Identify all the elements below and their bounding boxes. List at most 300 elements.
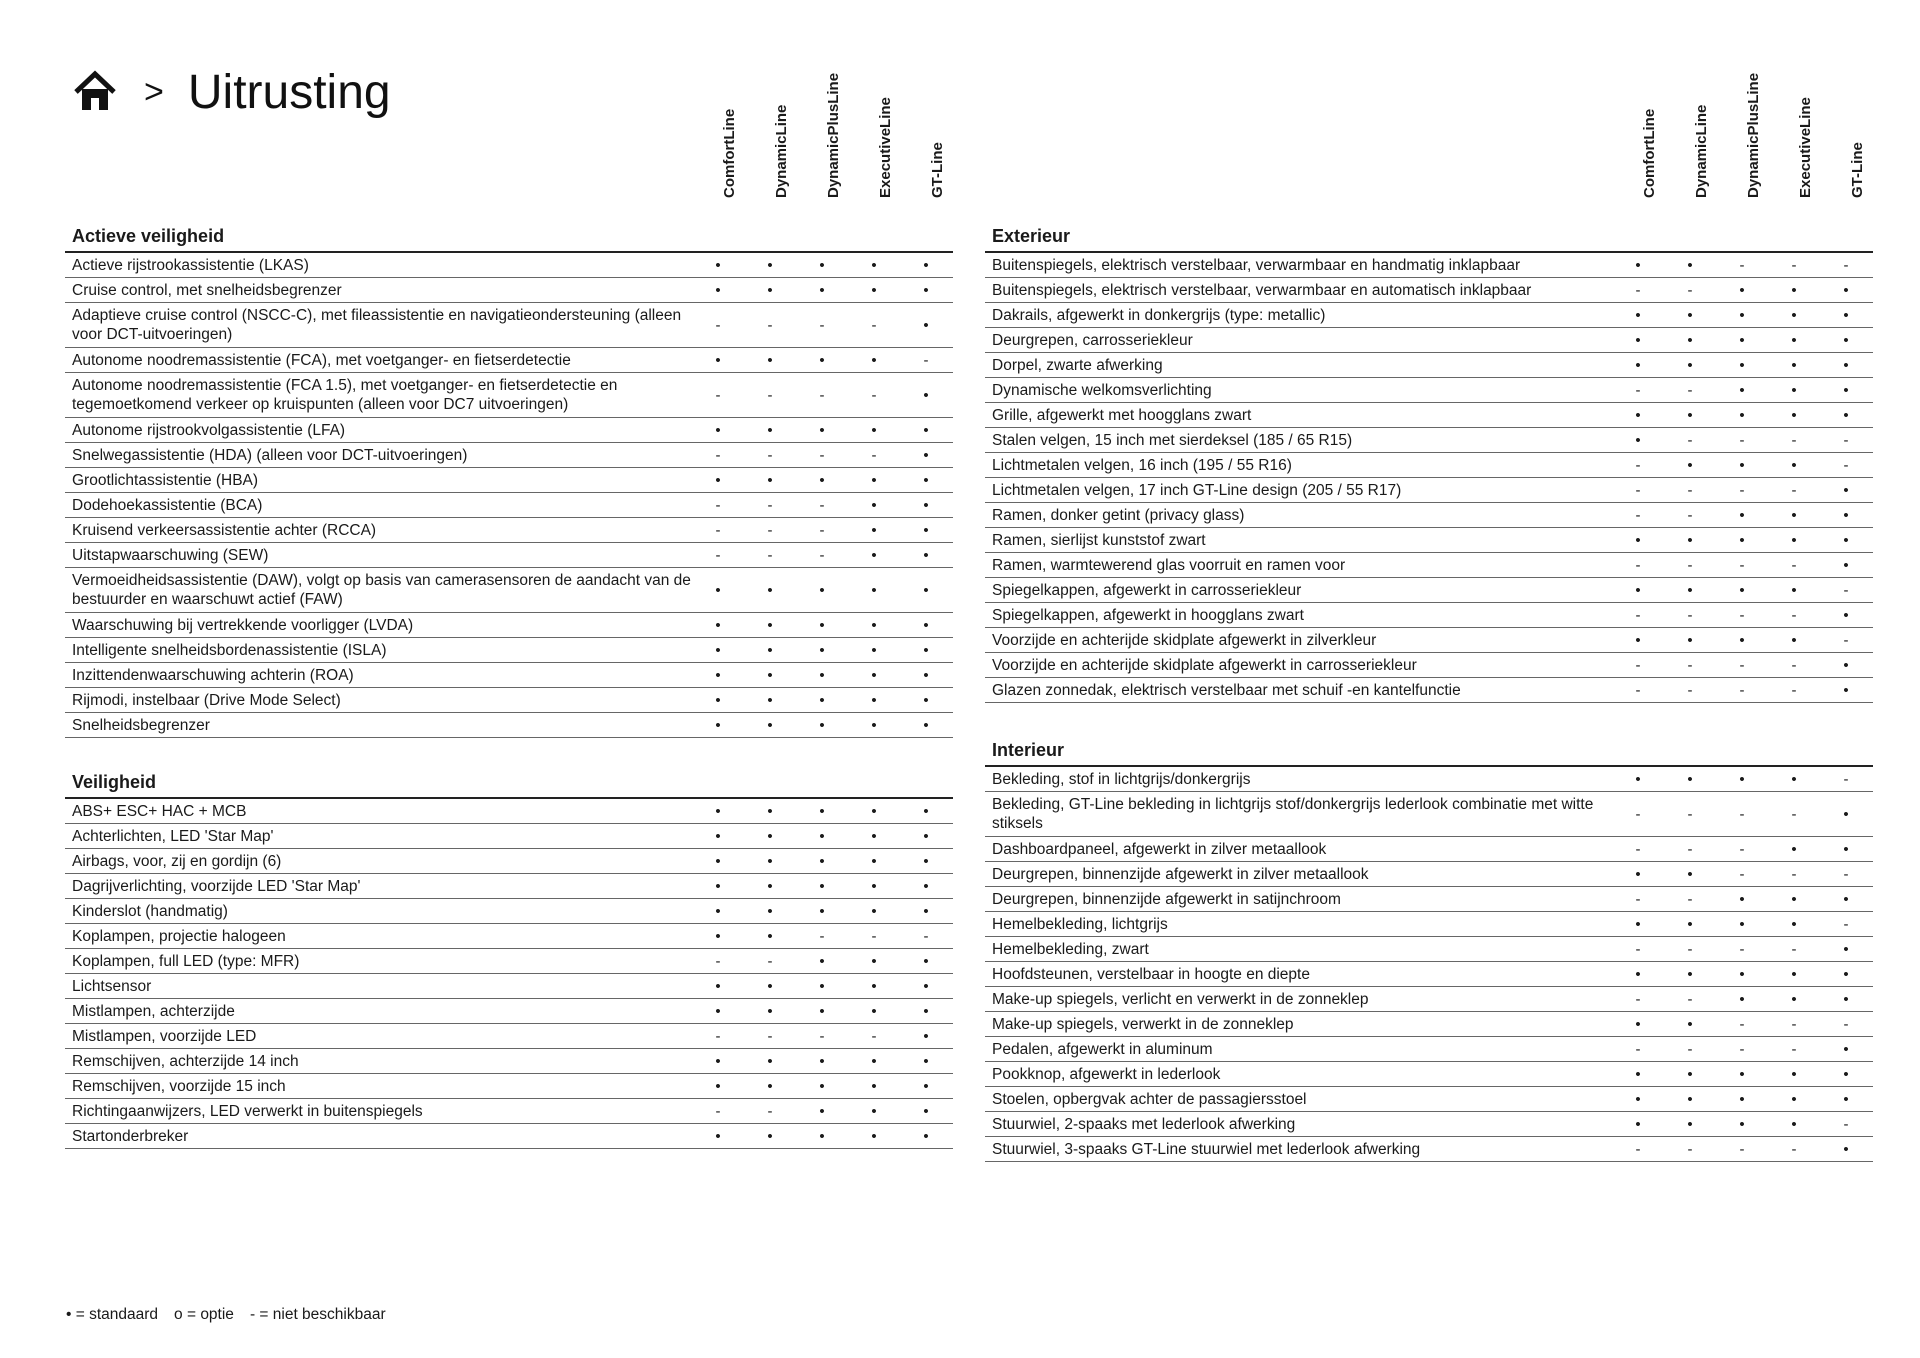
- feature-label: Deurgrepen, binnenzijde afgewerkt in satijnchroom: [992, 890, 1341, 908]
- availability-mark: •: [715, 471, 721, 489]
- availability-mark: •: [715, 852, 721, 870]
- availability-mark: •: [1687, 331, 1693, 349]
- availability-mark: •: [871, 852, 877, 870]
- availability-mark: -: [1791, 656, 1797, 674]
- feature-label: Stuurwiel, 2-spaaks met lederlook afwerking: [992, 1115, 1296, 1133]
- table-row: [985, 937, 1873, 962]
- feature-label: Stalen velgen, 15 inch met sierdeksel (185 / 65 R15): [992, 431, 1353, 449]
- availability-mark: -: [1687, 556, 1693, 574]
- availability-mark: -: [1843, 915, 1849, 933]
- availability-mark: •: [923, 471, 929, 489]
- availability-mark: •: [923, 521, 929, 539]
- availability-mark: •: [923, 952, 929, 970]
- availability-mark: •: [1739, 1115, 1745, 1133]
- column-header: DynamicLine: [773, 104, 790, 198]
- availability-mark: -: [819, 546, 825, 564]
- table-row: [985, 1012, 1873, 1037]
- table-row: [65, 1024, 953, 1049]
- table-row: [65, 613, 953, 638]
- availability-mark: •: [1635, 865, 1641, 883]
- availability-mark: -: [1791, 481, 1797, 499]
- availability-mark: •: [715, 421, 721, 439]
- availability-mark: •: [923, 1027, 929, 1045]
- table-row: [985, 378, 1873, 403]
- legend-option: o = optie: [174, 1306, 234, 1323]
- feature-label: Dodehoekassistentie (BCA): [72, 496, 263, 514]
- availability-mark: •: [1791, 1090, 1797, 1108]
- availability-mark: •: [1843, 506, 1849, 524]
- section-title: Interieur: [992, 740, 1065, 760]
- feature-label: Lichtmetalen velgen, 16 inch (195 / 55 R16): [992, 456, 1292, 474]
- availability-mark: •: [1843, 990, 1849, 1008]
- table-row: [985, 1137, 1873, 1162]
- legend: [66, 1306, 386, 1324]
- availability-mark: •: [1687, 915, 1693, 933]
- feature-label: Bekleding, stof in lichtgrijs/donkergrijs: [992, 770, 1251, 788]
- availability-mark: •: [819, 581, 825, 599]
- feature-label: Stoelen, opbergvak achter de passagiersstoel: [992, 1090, 1307, 1108]
- availability-mark: •: [767, 827, 773, 845]
- feature-label: Spiegelkappen, afgewerkt in hoogglans zwart: [992, 606, 1304, 624]
- availability-mark: -: [767, 386, 773, 404]
- availability-mark: -: [1687, 656, 1693, 674]
- availability-mark: -: [1687, 840, 1693, 858]
- table-row: [985, 553, 1873, 578]
- feature-label: Pookknop, afgewerkt in lederlook: [992, 1065, 1221, 1083]
- availability-mark: •: [767, 256, 773, 274]
- availability-mark: -: [819, 316, 825, 334]
- availability-mark: -: [1635, 506, 1641, 524]
- availability-mark: -: [1843, 456, 1849, 474]
- availability-mark: •: [767, 581, 773, 599]
- home-icon[interactable]: [72, 69, 118, 115]
- availability-mark: •: [767, 641, 773, 659]
- availability-mark: •: [871, 1052, 877, 1070]
- availability-mark: •: [1635, 331, 1641, 349]
- availability-mark: •: [1791, 840, 1797, 858]
- availability-mark: •: [1635, 770, 1641, 788]
- availability-mark: -: [1739, 656, 1745, 674]
- availability-mark: •: [1739, 581, 1745, 599]
- availability-mark: •: [767, 281, 773, 299]
- availability-mark: -: [1687, 606, 1693, 624]
- availability-mark: •: [923, 1127, 929, 1145]
- feature-label: Achterlichten, LED 'Star Map': [72, 827, 274, 845]
- availability-mark: •: [819, 977, 825, 995]
- availability-mark: •: [819, 1127, 825, 1145]
- availability-mark: -: [819, 521, 825, 539]
- feature-label: Spiegelkappen, afgewerkt in carrosseriekleur: [992, 581, 1302, 599]
- availability-mark: •: [767, 927, 773, 945]
- availability-mark: •: [923, 1052, 929, 1070]
- availability-mark: •: [715, 691, 721, 709]
- availability-mark: •: [767, 471, 773, 489]
- availability-mark: •: [1739, 306, 1745, 324]
- availability-mark: •: [923, 1002, 929, 1020]
- availability-mark: •: [767, 351, 773, 369]
- availability-mark: •: [1843, 1040, 1849, 1058]
- table-row: [985, 653, 1873, 678]
- availability-mark: -: [1687, 805, 1693, 823]
- availability-mark: •: [1687, 1115, 1693, 1133]
- feature-label: Glazen zonnedak, elektrisch verstelbaar met schuif -en kantelfunctie: [992, 681, 1461, 699]
- table-row: [65, 373, 953, 418]
- availability-mark: •: [819, 1102, 825, 1120]
- availability-mark: -: [1791, 805, 1797, 823]
- availability-mark: -: [1739, 1140, 1745, 1158]
- feature-label: Uitstapwaarschuwing (SEW): [72, 546, 269, 564]
- feature-label: Deurgrepen, carrosseriekleur: [992, 331, 1193, 349]
- availability-mark: •: [715, 877, 721, 895]
- availability-mark: -: [767, 1027, 773, 1045]
- availability-mark: •: [923, 496, 929, 514]
- availability-mark: -: [1739, 556, 1745, 574]
- availability-mark: •: [1791, 965, 1797, 983]
- availability-mark: •: [871, 281, 877, 299]
- availability-mark: •: [923, 421, 929, 439]
- availability-mark: -: [1739, 681, 1745, 699]
- availability-mark: •: [715, 581, 721, 599]
- feature-label: Dynamische welkomsverlichting: [992, 381, 1212, 399]
- table-row: [985, 678, 1873, 703]
- column-header: ExecutiveLine: [877, 97, 894, 198]
- table-row: [65, 799, 953, 824]
- availability-mark: •: [1739, 915, 1745, 933]
- availability-mark: •: [819, 421, 825, 439]
- column-header: DynamicLine: [1693, 104, 1710, 198]
- availability-mark: •: [819, 802, 825, 820]
- availability-mark: -: [1635, 990, 1641, 1008]
- feature-label: Startonderbreker: [72, 1127, 189, 1145]
- availability-mark: -: [1635, 606, 1641, 624]
- availability-mark: -: [1687, 681, 1693, 699]
- table-row: [985, 987, 1873, 1012]
- table-row: [65, 493, 953, 518]
- availability-mark: •: [1687, 531, 1693, 549]
- table-row: [65, 638, 953, 663]
- availability-mark: •: [923, 256, 929, 274]
- availability-mark: •: [1791, 890, 1797, 908]
- availability-mark: •: [923, 877, 929, 895]
- feature-label: Intelligente snelheidsbordenassistentie (ISLA): [72, 641, 387, 659]
- availability-mark: •: [767, 977, 773, 995]
- table-row: [985, 528, 1873, 553]
- availability-mark: •: [871, 546, 877, 564]
- availability-mark: -: [1635, 1040, 1641, 1058]
- table-row: [65, 1049, 953, 1074]
- feature-label: Ramen, sierlijst kunststof zwart: [992, 531, 1206, 549]
- availability-mark: -: [819, 1027, 825, 1045]
- availability-mark: -: [1635, 656, 1641, 674]
- availability-mark: -: [1791, 1015, 1797, 1033]
- availability-mark: •: [923, 1102, 929, 1120]
- availability-mark: •: [871, 256, 877, 274]
- availability-mark: -: [923, 351, 929, 369]
- availability-mark: •: [819, 471, 825, 489]
- feature-label: Lichtsensor: [72, 977, 152, 995]
- table-row: [985, 862, 1873, 887]
- table-row: [65, 278, 953, 303]
- availability-mark: -: [767, 316, 773, 334]
- availability-mark: •: [715, 902, 721, 920]
- availability-mark: •: [819, 1077, 825, 1095]
- availability-mark: •: [871, 952, 877, 970]
- availability-mark: -: [1635, 681, 1641, 699]
- availability-mark: -: [819, 927, 825, 945]
- availability-mark: •: [715, 351, 721, 369]
- table-row: [65, 443, 953, 468]
- availability-mark: •: [1843, 1065, 1849, 1083]
- availability-mark: •: [767, 716, 773, 734]
- availability-mark: •: [923, 852, 929, 870]
- availability-mark: •: [871, 827, 877, 845]
- availability-mark: •: [1843, 481, 1849, 499]
- section-title: Actieve veiligheid: [72, 226, 225, 246]
- feature-label: Deurgrepen, binnenzijde afgewerkt in zilver metaallook: [992, 865, 1369, 883]
- table-row: [985, 503, 1873, 528]
- availability-mark: -: [1687, 281, 1693, 299]
- availability-mark: •: [1739, 631, 1745, 649]
- table-row: [985, 278, 1873, 303]
- legend-standard: • = standaard: [66, 1306, 159, 1323]
- availability-mark: •: [819, 281, 825, 299]
- availability-mark: -: [819, 496, 825, 514]
- availability-mark: •: [1635, 581, 1641, 599]
- availability-mark: •: [871, 666, 877, 684]
- availability-mark: •: [1687, 256, 1693, 274]
- availability-mark: •: [715, 256, 721, 274]
- availability-mark: •: [819, 666, 825, 684]
- availability-mark: -: [871, 927, 877, 945]
- feature-label: Kinderslot (handmatig): [72, 902, 228, 920]
- availability-mark: -: [1635, 1140, 1641, 1158]
- availability-mark: -: [1739, 1040, 1745, 1058]
- availability-mark: •: [1843, 965, 1849, 983]
- availability-mark: •: [715, 641, 721, 659]
- table-row: [65, 999, 953, 1024]
- availability-mark: •: [1739, 406, 1745, 424]
- feature-label: Voorzijde en achterijde skidplate afgewerkt in carrosseriekleur: [992, 656, 1417, 674]
- table-row: [65, 418, 953, 443]
- feature-label: Airbags, voor, zij en gordijn (6): [72, 852, 282, 870]
- feature-label: Autonome noodremassistentie (FCA 1.5), met voetganger- en fietserdetectie en tegemoetkomend verkeer op kruispunten (alleen voor DC7 uitvoeringen): [72, 377, 618, 413]
- availability-mark: •: [715, 716, 721, 734]
- table-row: [985, 887, 1873, 912]
- availability-mark: •: [923, 691, 929, 709]
- feature-label: Mistlampen, achterzijde: [72, 1002, 235, 1020]
- feature-label: Dakrails, afgewerkt in donkergrijs (type: metallic): [992, 306, 1326, 324]
- availability-mark: •: [1687, 1090, 1693, 1108]
- availability-mark: •: [1843, 281, 1849, 299]
- breadcrumb-separator: >: [144, 73, 164, 111]
- availability-mark: •: [871, 1102, 877, 1120]
- feature-rows: [65, 253, 953, 738]
- feature-label: Autonome noodremassistentie (FCA), met voetganger- en fietserdetectie: [72, 351, 571, 369]
- availability-mark: -: [1739, 431, 1745, 449]
- table-row: [985, 1062, 1873, 1087]
- availability-mark: -: [1687, 940, 1693, 958]
- availability-mark: -: [871, 1027, 877, 1045]
- availability-mark: -: [1791, 431, 1797, 449]
- availability-mark: •: [1843, 331, 1849, 349]
- availability-mark: •: [1739, 331, 1745, 349]
- table-row: [65, 713, 953, 738]
- availability-mark: •: [1687, 1065, 1693, 1083]
- availability-mark: -: [1739, 940, 1745, 958]
- section-interieur: [985, 735, 1873, 1162]
- feature-label: Pedalen, afgewerkt in aluminum: [992, 1040, 1213, 1058]
- table-row: [985, 792, 1873, 837]
- availability-mark: •: [715, 827, 721, 845]
- availability-mark: -: [1635, 381, 1641, 399]
- table-row: [985, 628, 1873, 653]
- availability-mark: -: [1635, 805, 1641, 823]
- availability-mark: -: [767, 1102, 773, 1120]
- availability-mark: -: [767, 952, 773, 970]
- availability-mark: •: [1635, 531, 1641, 549]
- availability-mark: •: [1791, 281, 1797, 299]
- availability-mark: •: [923, 281, 929, 299]
- table-row: [985, 353, 1873, 378]
- availability-mark: •: [871, 716, 877, 734]
- availability-mark: •: [923, 666, 929, 684]
- availability-mark: •: [1791, 770, 1797, 788]
- availability-mark: •: [1687, 456, 1693, 474]
- availability-mark: •: [1635, 965, 1641, 983]
- availability-mark: •: [1635, 256, 1641, 274]
- availability-mark: -: [767, 546, 773, 564]
- column-header: ComfortLine: [721, 108, 738, 198]
- availability-mark: •: [1843, 381, 1849, 399]
- availability-mark: -: [1791, 681, 1797, 699]
- table-row: [65, 1124, 953, 1149]
- availability-mark: •: [923, 581, 929, 599]
- availability-mark: •: [1791, 915, 1797, 933]
- feature-label: Hoofdsteunen, verstelbaar in hoogte en diepte: [992, 965, 1310, 983]
- availability-mark: •: [767, 1127, 773, 1145]
- availability-mark: -: [1687, 990, 1693, 1008]
- availability-mark: •: [767, 852, 773, 870]
- feature-label: Vermoeidheidsassistentie (DAW), volgt op basis van camerasensoren de aandacht van de bestuurder en waarschuwt actief (FAW): [72, 572, 691, 608]
- availability-mark: •: [715, 1002, 721, 1020]
- availability-mark: -: [715, 386, 721, 404]
- availability-mark: •: [923, 546, 929, 564]
- availability-mark: •: [871, 581, 877, 599]
- availability-mark: -: [767, 446, 773, 464]
- feature-label: Make-up spiegels, verwerkt in de zonneklep: [992, 1015, 1294, 1033]
- availability-mark: •: [715, 927, 721, 945]
- availability-mark: -: [715, 952, 721, 970]
- availability-mark: •: [923, 802, 929, 820]
- availability-mark: •: [1843, 840, 1849, 858]
- availability-mark: -: [1739, 805, 1745, 823]
- availability-mark: -: [1791, 865, 1797, 883]
- availability-mark: -: [871, 446, 877, 464]
- availability-mark: •: [715, 616, 721, 634]
- availability-mark: •: [1687, 306, 1693, 324]
- availability-mark: •: [1739, 965, 1745, 983]
- feature-label: Grille, afgewerkt met hoogglans zwart: [992, 406, 1252, 424]
- table-row: [65, 824, 953, 849]
- availability-mark: •: [1791, 581, 1797, 599]
- availability-mark: •: [871, 351, 877, 369]
- table-row: [65, 663, 953, 688]
- column-header: GT-Line: [929, 142, 946, 198]
- availability-mark: •: [1635, 356, 1641, 374]
- availability-mark: •: [819, 902, 825, 920]
- availability-mark: •: [1687, 406, 1693, 424]
- feature-label: Koplampen, full LED (type: MFR): [72, 952, 300, 970]
- availability-mark: •: [1635, 915, 1641, 933]
- availability-mark: •: [1687, 1015, 1693, 1033]
- availability-mark: •: [871, 977, 877, 995]
- feature-label: Mistlampen, voorzijde LED: [72, 1027, 257, 1045]
- availability-mark: •: [715, 1052, 721, 1070]
- table-row: [65, 974, 953, 999]
- table-row: [65, 924, 953, 949]
- section-title: Veiligheid: [72, 772, 157, 792]
- availability-mark: •: [1635, 631, 1641, 649]
- section-title: Exterieur: [992, 226, 1071, 246]
- feature-label: Remschijven, voorzijde 15 inch: [72, 1077, 286, 1095]
- availability-mark: -: [715, 521, 721, 539]
- availability-mark: •: [767, 877, 773, 895]
- table-row: [65, 949, 953, 974]
- availability-mark: -: [1791, 940, 1797, 958]
- feature-label: Hemelbekleding, lichtgrijs: [992, 915, 1168, 933]
- availability-mark: -: [1739, 1015, 1745, 1033]
- section-exterieur: [985, 221, 1873, 703]
- availability-mark: -: [1635, 281, 1641, 299]
- availability-mark: -: [715, 546, 721, 564]
- availability-mark: •: [1635, 431, 1641, 449]
- availability-mark: •: [1739, 506, 1745, 524]
- table-row: [65, 568, 953, 613]
- feature-label: Ramen, warmtewerend glas voorruit en ramen voor: [992, 556, 1346, 574]
- availability-mark: •: [871, 421, 877, 439]
- availability-mark: -: [1635, 890, 1641, 908]
- availability-mark: -: [715, 496, 721, 514]
- availability-mark: -: [1635, 456, 1641, 474]
- table-row: [65, 1074, 953, 1099]
- availability-mark: -: [1843, 631, 1849, 649]
- availability-mark: •: [871, 471, 877, 489]
- availability-mark: •: [715, 1077, 721, 1095]
- availability-mark: •: [1791, 381, 1797, 399]
- availability-mark: •: [1739, 990, 1745, 1008]
- feature-label: Ramen, donker getint (privacy glass): [992, 506, 1245, 524]
- availability-mark: -: [1635, 556, 1641, 574]
- table-row: [985, 578, 1873, 603]
- availability-mark: •: [1739, 531, 1745, 549]
- availability-mark: •: [1843, 606, 1849, 624]
- table-row: [65, 348, 953, 373]
- availability-mark: •: [923, 641, 929, 659]
- availability-mark: •: [819, 827, 825, 845]
- legend-unavailable: - = niet beschikbaar: [249, 1306, 386, 1323]
- availability-mark: •: [819, 852, 825, 870]
- table-row: [65, 849, 953, 874]
- availability-mark: -: [1791, 556, 1797, 574]
- availability-mark: •: [871, 641, 877, 659]
- availability-mark: •: [871, 616, 877, 634]
- availability-mark: •: [767, 1077, 773, 1095]
- feature-label: Lichtmetalen velgen, 17 inch GT-Line design (205 / 55 R17): [992, 481, 1402, 499]
- table-row: [985, 428, 1873, 453]
- availability-mark: -: [1843, 581, 1849, 599]
- feature-label: Bekleding, GT-Line bekleding in lichtgrijs stof/donkergrijs lederlook combinatie met witte stiksels: [992, 796, 1594, 832]
- feature-label: Waarschuwing bij vertrekkende voorligger (LVDA): [72, 616, 414, 634]
